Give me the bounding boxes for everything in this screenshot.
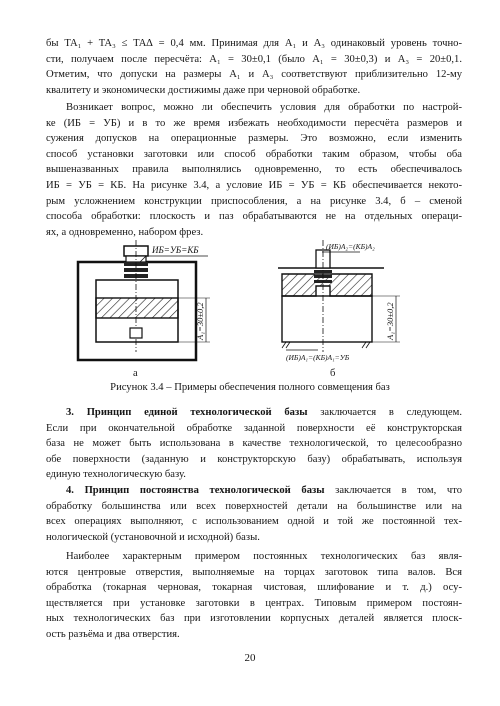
text-line: Отметим, что допуски на размеры A₁ и A₃ соответствуют приблизительно 12-му (46, 69, 462, 81)
principle-3-heading: 3. Принцип единой технологической базы (66, 407, 308, 418)
figure-3-4 (60, 240, 450, 370)
text-line: единую технологическую базу. (46, 469, 186, 481)
text-line: обработка (токарная черновая, токарная чистовая, шлифование и т. д.) осу- (46, 582, 462, 594)
text-line: ке (ИБ = УБ) и в то же время избежать необходимости пересчёта размеров и (46, 117, 462, 129)
text-line: бы TA₁ + TA₃ ≤ TA∆ = 0,4 мм. Принимая для A₁ и A₃ одинаковый уровень точно- (46, 38, 462, 49)
support-pin (130, 328, 142, 338)
paragraph-2 (46, 100, 462, 240)
text-line: нологической (установочной и исходной) базы. (46, 531, 260, 543)
text-line: база не может быть использована в качестве технологической, то целесообразно (46, 438, 462, 450)
page-number: 20 (244, 652, 256, 664)
text-line: ются центровые отверстия, выполняемые на торцах заготовок типа валов. Вся (46, 566, 462, 578)
text-line: ость разъёма и два отверстия. (46, 628, 180, 640)
text-line: обработку большинства или всех поверхностей детали на большинстве или на (46, 500, 462, 512)
principle-4-heading: 4. Принцип постоянства технологической базы (66, 485, 325, 496)
text-line: обе поверхности (заданную и конструкторскую базу) обрабатывать, используя (46, 453, 462, 465)
text-line: квалитету и экономически достижимы даже при черновой обработке. (46, 84, 361, 96)
text-line: сти, получаем после пересчёта: A₁ = 30±0,1 (было A₁ = 30±0,3) и A₃ = 20±0,1. (46, 53, 462, 65)
paragraph-1 (46, 36, 462, 98)
text-run: заключается в следующем. (307, 407, 462, 418)
text-line (46, 405, 462, 421)
text-line: ных технологических баз при изготовлении корпусных деталей является плоск- (46, 613, 462, 625)
text-line: вышеназванных правила выполнялись одновременно, то есть обеспечивалось (46, 164, 462, 176)
text-run: заключается в том, что (324, 485, 462, 496)
text-line: ях, а одновременно, набором фрез. (46, 226, 204, 238)
figure-a-drawing (78, 240, 210, 360)
text-line: ИБ = УБ = КБ. На рисунке 3.4, а условие ИБ = УБ = КБ обеспечивается некото- (46, 179, 462, 191)
text-line: Если при окончательной обработке заданной поверхности её конструкторская (46, 422, 462, 434)
text-line: Возникает вопрос, можно ли обеспечить условия для обработки по настрой- (66, 102, 462, 113)
text-line: всех операциях выполняют, с использованием одной и той же постоянной тех- (46, 516, 462, 528)
paragraph-5 (46, 549, 462, 643)
label-ib-kb-ub: (ИБ)A₁=(КБ)A₁=УБ (286, 353, 350, 362)
text-line: сужения допусков на операционные размеры. Это возможно, если изменить (46, 133, 462, 145)
workpiece (96, 298, 178, 318)
text-line: рым усложнением конструкции приспособления, а на рисунке 3.4, б – сменой (46, 195, 462, 207)
label-ib-kb-a2: (ИБ)A₂=(КБ)A₂ (326, 242, 375, 251)
text-line (46, 483, 462, 499)
text-line: способа обработки: плоскость и паз обрабатываются не на отдельных операци- (46, 211, 462, 223)
base-plate (282, 296, 372, 342)
figure-b-drawing (278, 240, 400, 362)
figure-caption: Рисунок 3.4 – Примеры обеспечения полного совмещения баз (110, 382, 390, 393)
dim-a1-left: A₁=30±0,2 (195, 302, 205, 340)
text-line: Наиболее характерным примером постоянных технологических баз явля- (66, 551, 462, 562)
text-line: способ установки заготовки или способ обработки таким образом, чтобы оба (46, 148, 462, 160)
subfigure-label-a: а (133, 368, 138, 379)
subfigure-label-b: б (330, 368, 336, 379)
label-ib-ub-kb: ИБ=УБ=КБ (152, 245, 199, 255)
paragraph-3 (46, 405, 462, 483)
paragraph-4 (46, 483, 462, 545)
text-line: ществляется при установке заготовки в центрах. Типовым примером постоян- (46, 597, 462, 609)
dim-a1-right: A₁=30±0,2 (385, 302, 395, 340)
